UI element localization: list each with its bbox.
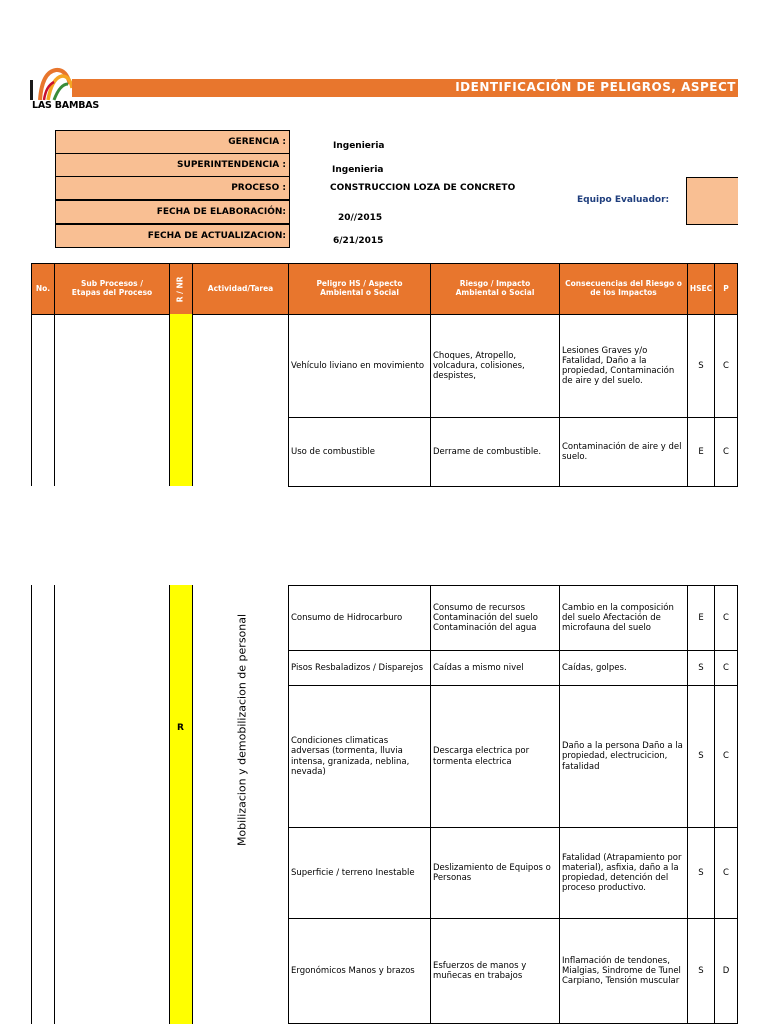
rnr-column-lower — [169, 585, 193, 1024]
table-cell-hsec: E — [687, 417, 715, 487]
table-cell-p: C — [714, 650, 738, 686]
table-cell-consecuencias: Fatalidad (Atrapamiento por material), asfixia, daño a la propiedad, detención del proceso productivo. — [559, 827, 688, 919]
header-hsec: HSEC — [687, 263, 715, 315]
column-border — [31, 585, 32, 1024]
proceso-value: CONSTRUCCION LOZA DE CONCRETO — [330, 183, 516, 193]
table-cell-p: C — [714, 314, 738, 418]
table-cell-peligro: Pisos Resbaladizos / Disparejos — [288, 650, 431, 686]
table-cell-consecuencias: Inflamación de tendones, Mialgias, Sindrome de Tunel Carpiano, Tensión muscular — [559, 918, 688, 1024]
equipo-evaluador-label: Equipo Evaluador: — [577, 195, 670, 205]
superintendencia-value: Ingenieria — [332, 165, 384, 175]
table-cell-hsec: S — [687, 827, 715, 919]
table-cell-hsec: S — [687, 685, 715, 828]
table-cell-peligro: Vehículo liviano en movimiento — [288, 314, 431, 418]
fecha-actualizacion-label: FECHA DE ACTUALIZACION: — [55, 224, 290, 248]
title-banner — [72, 79, 738, 97]
table-cell-consecuencias: Caídas, golpes. — [559, 650, 688, 686]
activity-label: Mobilizacion y demobilizacion de personal — [235, 613, 249, 847]
table-cell-peligro: Uso de combustible — [288, 417, 431, 487]
column-border — [54, 314, 55, 486]
header-p: P — [714, 263, 738, 315]
table-cell-consecuencias: Cambio en la composición del suelo Afectación de microfauna del suelo — [559, 585, 688, 651]
table-cell-riesgo: Esfuerzos de manos y muñecas en trabajos — [430, 918, 560, 1024]
table-cell-peligro: Condiciones climaticas adversas (tormenta, lluvia intensa, granizada, neblina, nevada) — [288, 685, 431, 828]
table-cell-p: D — [714, 918, 738, 1024]
table-cell-peligro: Consumo de Hidrocarburo — [288, 585, 431, 651]
header-actividad: Actividad/Tarea — [192, 263, 289, 315]
table-cell-riesgo: Deslizamiento de Equipos o Personas — [430, 827, 560, 919]
table-cell-consecuencias: Contaminación de aire y del suelo. — [559, 417, 688, 487]
superintendencia-label: SUPERINTENDENCIA : — [55, 153, 290, 177]
equipo-evaluador-box — [686, 177, 738, 225]
gerencia-label: GERENCIA : — [55, 130, 290, 154]
table-cell-riesgo: Descarga electrica por tormenta electrica — [430, 685, 560, 828]
table-cell-riesgo: Caídas a mismo nivel — [430, 650, 560, 686]
table-cell-p: C — [714, 685, 738, 828]
table-cell-peligro: Superficie / terreno Inestable — [288, 827, 431, 919]
table-cell-peligro: Ergonómicos Manos y brazos — [288, 918, 431, 1024]
table-cell-p: C — [714, 585, 738, 651]
proceso-label: PROCESO : — [55, 176, 290, 200]
header-sub-procesos: Sub Procesos / Etapas del Proceso — [54, 263, 170, 315]
fecha-elaboracion-value: 20//2015 — [338, 213, 383, 223]
column-border — [31, 314, 32, 486]
fecha-elaboracion-label: FECHA DE ELABORACIÓN: — [55, 200, 290, 224]
rnr-column-upper — [169, 314, 193, 486]
header-no: No. — [31, 263, 55, 315]
rnr-value: R — [177, 723, 184, 733]
document-title: IDENTIFICACIÓN DE PELIGROS, ASPECT — [455, 80, 736, 94]
table-cell-p: C — [714, 827, 738, 919]
table-cell-riesgo: Choques, Atropello, volcadura, colisiones, despistes, — [430, 314, 560, 418]
header-riesgo: Riesgo / Impacto Ambiental o Social — [430, 263, 560, 315]
header-rnr: R / NR — [169, 263, 193, 315]
column-border — [54, 585, 55, 1024]
header-consecuencias: Consecuencias del Riesgo o de los Impactos — [559, 263, 688, 315]
table-cell-hsec: S — [687, 650, 715, 686]
table-cell-consecuencias: Daño a la persona Daño a la propiedad, electrucicion, fatalidad — [559, 685, 688, 828]
table-cell-riesgo: Consumo de recursos Contaminación del suelo Contaminación del agua — [430, 585, 560, 651]
table-cell-hsec: S — [687, 314, 715, 418]
table-cell-hsec: S — [687, 918, 715, 1024]
fecha-actualizacion-value: 6/21/2015 — [333, 236, 384, 246]
table-cell-riesgo: Derrame de combustible. — [430, 417, 560, 487]
header-peligro: Peligro HS / Aspecto Ambiental o Social — [288, 263, 431, 315]
table-cell-consecuencias: Lesiones Graves y/o Fatalidad, Daño a la propiedad, Contaminación de aire y del suelo. — [559, 314, 688, 418]
gerencia-value: Ingenieria — [333, 141, 385, 151]
logo-text: LAS BAMBAS — [32, 100, 100, 111]
table-cell-hsec: E — [687, 585, 715, 651]
table-cell-p: C — [714, 417, 738, 487]
